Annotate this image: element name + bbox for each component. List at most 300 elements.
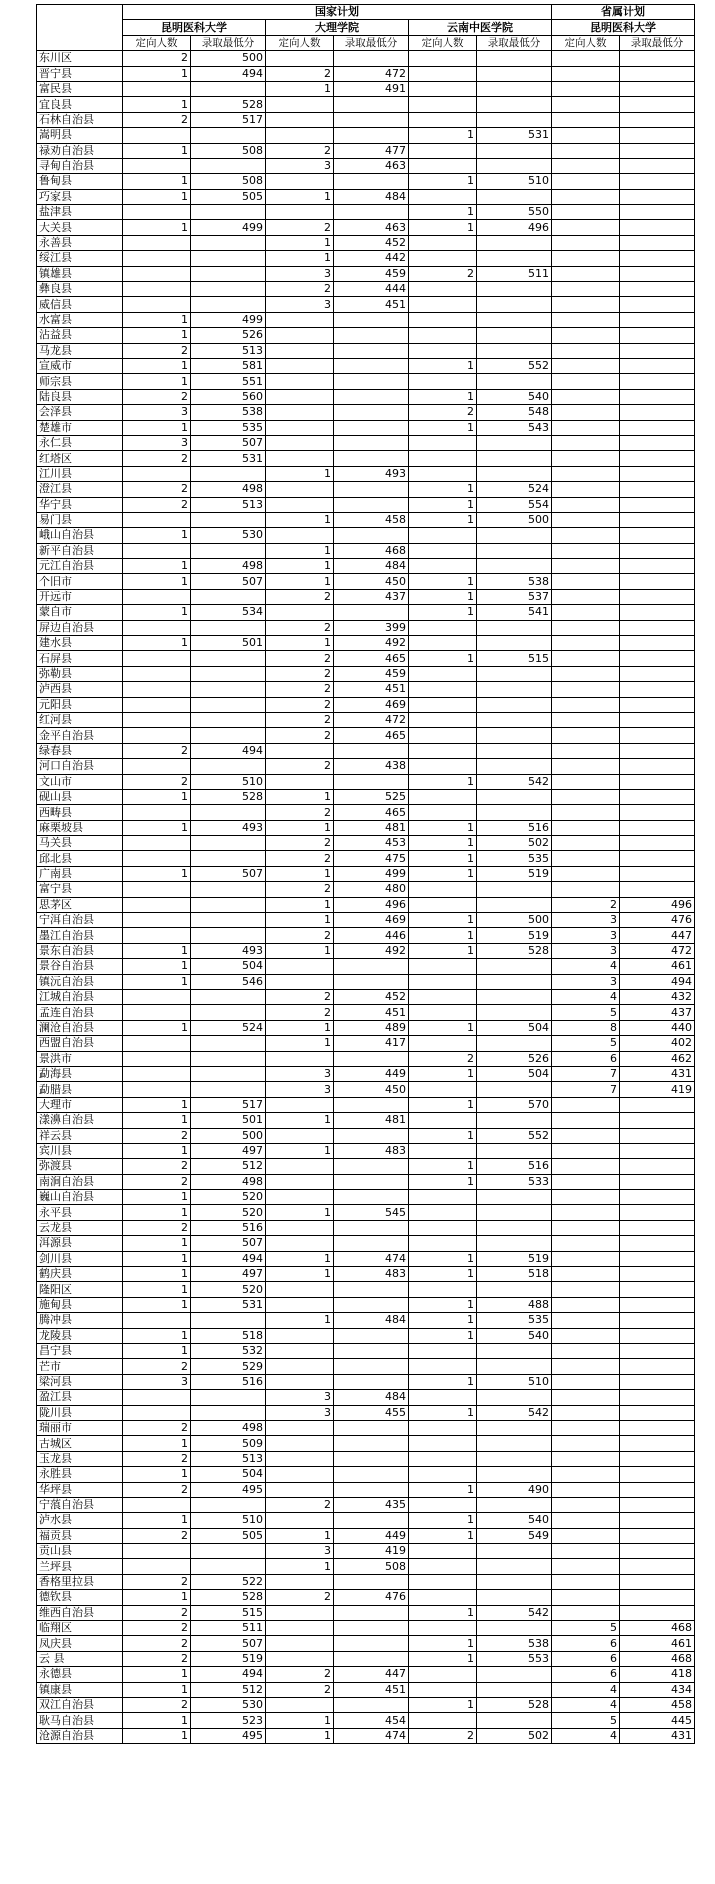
table-row — [37, 189, 695, 204]
dali-quota-cell: 1 — [266, 512, 334, 527]
dali-quota-cell — [266, 1451, 334, 1466]
region-name-cell: 鲁甸县 — [37, 174, 123, 189]
region-name-cell: 马关县 — [37, 836, 123, 851]
kmmu-national-score-cell: 529 — [191, 1359, 266, 1374]
kmmu-provincial-score-cell — [620, 620, 695, 635]
region-name-cell: 富宁县 — [37, 882, 123, 897]
yntcm-score-cell — [477, 297, 552, 312]
table-row — [37, 636, 695, 651]
kmmu-provincial-score-cell — [620, 251, 695, 266]
yntcm-quota-cell: 1 — [409, 128, 477, 143]
yntcm-score-cell: 543 — [477, 420, 552, 435]
region-name-cell: 楚雄市 — [37, 420, 123, 435]
kmmu-provincial-quota-cell — [552, 728, 620, 743]
dali-score-cell — [334, 1374, 409, 1389]
kmmu-provincial-quota-cell: 8 — [552, 1020, 620, 1035]
region-name-cell: 凤庆县 — [37, 1636, 123, 1651]
kmmu-national-score-cell: 507 — [191, 1236, 266, 1251]
table-row — [37, 1636, 695, 1651]
yntcm-quota-cell — [409, 235, 477, 250]
kmmu-national-score-cell: 512 — [191, 1682, 266, 1697]
yntcm-quota-cell — [409, 1436, 477, 1451]
kmmu-provincial-quota-cell: 5 — [552, 1713, 620, 1728]
kmmu-national-quota-cell — [123, 990, 191, 1005]
yntcm-score-cell: 504 — [477, 1066, 552, 1081]
yntcm-quota-cell — [409, 112, 477, 127]
kmmu-provincial-score-cell — [620, 1405, 695, 1420]
yntcm-score-cell: 570 — [477, 1097, 552, 1112]
yntcm-score-cell — [477, 451, 552, 466]
kmmu-provincial-score-cell: 472 — [620, 943, 695, 958]
yntcm-score-cell — [477, 97, 552, 112]
table-row — [37, 343, 695, 358]
national-plan-header: 国家计划 — [123, 5, 552, 20]
region-name-cell: 盐津县 — [37, 205, 123, 220]
kmmu-national-quota-cell: 1 — [123, 312, 191, 327]
kmmu-provincial-score-cell — [620, 374, 695, 389]
yntcm-quota-cell — [409, 728, 477, 743]
yntcm-quota-cell — [409, 1036, 477, 1051]
kmmu-provincial-quota-cell — [552, 666, 620, 681]
region-name-cell: 元江自治县 — [37, 559, 123, 574]
table-row — [37, 389, 695, 404]
yntcm-quota-cell — [409, 466, 477, 481]
region-name-cell: 蒙自市 — [37, 605, 123, 620]
table-row — [37, 1082, 695, 1097]
kmmu-national-score-cell: 516 — [191, 1220, 266, 1235]
kmmu-national-score-cell — [191, 466, 266, 481]
dali-quota-cell: 3 — [266, 1082, 334, 1097]
yntcm-quota-cell: 1 — [409, 1328, 477, 1343]
kmmu-provincial-score-cell: 418 — [620, 1667, 695, 1682]
kmmu-provincial-quota-cell: 4 — [552, 1697, 620, 1712]
kmmu-national-score-cell — [191, 158, 266, 173]
kmmu-national-quota-cell: 2 — [123, 112, 191, 127]
kmmu-national-quota-cell: 1 — [123, 789, 191, 804]
yntcm-quota-cell: 1 — [409, 1313, 477, 1328]
region-name-cell: 漾濞自治县 — [37, 1113, 123, 1128]
kmmu-national-score-cell: 498 — [191, 559, 266, 574]
region-name-cell: 屏边自治县 — [37, 620, 123, 635]
kmmu-provincial-score-cell — [620, 636, 695, 651]
region-name-cell: 镇康县 — [37, 1682, 123, 1697]
kmmu-national-quota-cell — [123, 235, 191, 250]
yntcm-quota-cell: 1 — [409, 836, 477, 851]
kmmu-provincial-score-cell — [620, 435, 695, 450]
yntcm-score-cell — [477, 1113, 552, 1128]
dali-score-cell: 474 — [334, 1728, 409, 1743]
kmmu-provincial-quota-cell — [552, 528, 620, 543]
table-row — [37, 66, 695, 81]
kmmu-national-score-cell — [191, 1313, 266, 1328]
kmmu-national-score-cell: 524 — [191, 1020, 266, 1035]
kmmu-provincial-score-cell — [620, 66, 695, 81]
kmmu-provincial-quota-cell — [552, 1420, 620, 1435]
dali-score-cell — [334, 1328, 409, 1343]
kmmu-provincial-quota-cell — [552, 789, 620, 804]
dali-quota-cell — [266, 1343, 334, 1358]
dali-quota-cell — [266, 1159, 334, 1174]
kmmu-provincial-quota-cell — [552, 143, 620, 158]
yntcm-score-cell — [477, 282, 552, 297]
kmmu-provincial-quota-cell: 7 — [552, 1066, 620, 1081]
yntcm-score-cell — [477, 636, 552, 651]
dali-score-cell — [334, 1297, 409, 1312]
kmmu-provincial-quota-cell — [552, 851, 620, 866]
kmmu-provincial-score-cell — [620, 666, 695, 681]
kmmu-provincial-quota-cell — [552, 882, 620, 897]
kmmu-national-score-cell: 526 — [191, 328, 266, 343]
table-row — [37, 405, 695, 420]
dali-score-cell — [334, 974, 409, 989]
kmmu-national-quota-cell: 2 — [123, 482, 191, 497]
table-row — [37, 728, 695, 743]
yntcm-quota-cell: 1 — [409, 774, 477, 789]
region-name-cell: 永德县 — [37, 1667, 123, 1682]
table-row — [37, 174, 695, 189]
dali-score-cell: 480 — [334, 882, 409, 897]
yntcm-quota-cell: 1 — [409, 651, 477, 666]
yntcm-quota-cell — [409, 1667, 477, 1682]
kmmu-provincial-score-cell — [620, 528, 695, 543]
kmmu-provincial-quota-cell — [552, 1174, 620, 1189]
kmmu-national-score-cell: 500 — [191, 1128, 266, 1143]
dali-score-cell: 446 — [334, 928, 409, 943]
dali-quota-cell — [266, 205, 334, 220]
region-name-cell: 马龙县 — [37, 343, 123, 358]
kmmu-provincial-score-cell — [620, 358, 695, 373]
yntcm-quota-cell — [409, 1544, 477, 1559]
kmmu-national-quota-cell: 1 — [123, 1682, 191, 1697]
yntcm-score-cell — [477, 1236, 552, 1251]
kmmu-national-quota-cell — [123, 666, 191, 681]
dali-quota-cell — [266, 1636, 334, 1651]
kmmu-national-score-cell: 520 — [191, 1205, 266, 1220]
kmmu-provincial-quota-cell — [552, 1220, 620, 1235]
kmmu-provincial-score-cell — [620, 297, 695, 312]
table-row — [37, 374, 695, 389]
kmmu-provincial-quota-cell: 3 — [552, 913, 620, 928]
dali-quota-cell: 1 — [266, 235, 334, 250]
table-row — [37, 1405, 695, 1420]
yntcm-quota-cell: 1 — [409, 1605, 477, 1620]
kmmu-national-score-cell — [191, 266, 266, 281]
kmmu-national-quota-cell: 2 — [123, 1574, 191, 1589]
kmmu-provincial-score-cell — [620, 189, 695, 204]
table-row — [37, 1220, 695, 1235]
kmmu-provincial-quota-cell — [552, 805, 620, 820]
yntcm-quota-cell — [409, 1113, 477, 1128]
dali-score-cell — [334, 1220, 409, 1235]
dali-quota-cell — [266, 312, 334, 327]
region-name-cell: 大理市 — [37, 1097, 123, 1112]
region-name-cell: 隆阳区 — [37, 1282, 123, 1297]
dali-quota-cell — [266, 1051, 334, 1066]
yntcm-score-cell — [477, 528, 552, 543]
region-name-cell: 富民县 — [37, 81, 123, 96]
yntcm-quota-cell: 1 — [409, 1297, 477, 1312]
dali-score-cell — [334, 1436, 409, 1451]
table-row — [37, 1713, 695, 1728]
table-row — [37, 866, 695, 881]
kmmu-national-quota-cell: 1 — [123, 528, 191, 543]
dali-quota-cell: 2 — [266, 1005, 334, 1020]
yntcm-score-cell — [477, 1574, 552, 1589]
kmmu-national-quota-cell: 1 — [123, 1467, 191, 1482]
yntcm-quota-cell — [409, 51, 477, 66]
dali-quota-cell: 1 — [266, 943, 334, 958]
kmmu-national-quota-cell — [123, 297, 191, 312]
dali-score-cell — [334, 774, 409, 789]
kmmu-provincial-quota-cell: 3 — [552, 943, 620, 958]
kmmu-national-quota-cell: 1 — [123, 1097, 191, 1112]
region-name-cell: 会泽县 — [37, 405, 123, 420]
kmmu-provincial-score-cell — [620, 143, 695, 158]
kmmu-provincial-score-cell — [620, 112, 695, 127]
kmmu-provincial-quota-cell — [552, 66, 620, 81]
kmmu-national-quota-cell: 2 — [123, 451, 191, 466]
table-row — [37, 205, 695, 220]
kmmu-provincial-quota-cell — [552, 559, 620, 574]
kmmu-provincial-quota-cell — [552, 405, 620, 420]
yntcm-score-cell — [477, 1590, 552, 1605]
yntcm-quota-cell: 1 — [409, 1374, 477, 1389]
yntcm-score-cell: 500 — [477, 913, 552, 928]
yntcm-quota-cell: 1 — [409, 913, 477, 928]
kmmu-provincial-quota-cell: 6 — [552, 1051, 620, 1066]
dali-quota-cell — [266, 959, 334, 974]
dali-score-cell — [334, 389, 409, 404]
dali-quota-cell: 2 — [266, 712, 334, 727]
table-row — [37, 1605, 695, 1620]
kmmu-national-score-cell: 505 — [191, 1528, 266, 1543]
kmmu-provincial-quota-cell — [552, 759, 620, 774]
yntcm-score-cell: 500 — [477, 512, 552, 527]
dali-score-cell: 458 — [334, 512, 409, 527]
kmmu-provincial-quota-cell — [552, 712, 620, 727]
dali-score-cell — [334, 1467, 409, 1482]
kmmu-national-quota-cell: 1 — [123, 636, 191, 651]
kmmu-national-quota-cell: 1 — [123, 174, 191, 189]
kmmu-national-score-cell: 494 — [191, 66, 266, 81]
table-row — [37, 1697, 695, 1712]
kmmu-national-score-cell — [191, 712, 266, 727]
dali-score-cell: 492 — [334, 943, 409, 958]
dali-score-cell: 451 — [334, 682, 409, 697]
table-row — [37, 1128, 695, 1143]
yntcm-score-cell — [477, 1343, 552, 1358]
table-row — [37, 435, 695, 450]
school-header-dali: 大理学院 — [266, 20, 409, 35]
kmmu-provincial-score-cell: 432 — [620, 990, 695, 1005]
kmmu-provincial-score-cell: 496 — [620, 897, 695, 912]
kmmu-provincial-score-cell — [620, 405, 695, 420]
kmmu-national-quota-cell: 1 — [123, 328, 191, 343]
yntcm-quota-cell: 1 — [409, 1482, 477, 1497]
dali-quota-cell — [266, 497, 334, 512]
yntcm-quota-cell — [409, 1359, 477, 1374]
kmmu-provincial-score-cell: 462 — [620, 1051, 695, 1066]
kmmu-national-quota-cell: 1 — [123, 1251, 191, 1266]
dali-quota-cell — [266, 112, 334, 127]
kmmu-national-score-cell — [191, 882, 266, 897]
dali-score-cell — [334, 1651, 409, 1666]
yntcm-quota-cell: 1 — [409, 1636, 477, 1651]
table-row — [37, 112, 695, 127]
dali-score-cell — [334, 1451, 409, 1466]
kmmu-provincial-score-cell — [620, 1143, 695, 1158]
region-name-cell: 晋宁县 — [37, 66, 123, 81]
yntcm-score-cell: 510 — [477, 1374, 552, 1389]
yntcm-quota-cell — [409, 1282, 477, 1297]
table-row — [37, 805, 695, 820]
region-name-cell: 景东自治县 — [37, 943, 123, 958]
yntcm-quota-cell: 1 — [409, 497, 477, 512]
dali-quota-cell — [266, 1697, 334, 1712]
table-row — [37, 1390, 695, 1405]
dali-score-cell: 459 — [334, 666, 409, 681]
kmmu-provincial-quota-cell — [552, 651, 620, 666]
kmmu-provincial-quota-cell — [552, 1159, 620, 1174]
region-name-cell: 开远市 — [37, 589, 123, 604]
kmmu-national-score-cell: 515 — [191, 1605, 266, 1620]
kmmu-national-score-cell: 513 — [191, 343, 266, 358]
dali-score-cell: 483 — [334, 1267, 409, 1282]
yntcm-score-cell: 519 — [477, 1251, 552, 1266]
region-name-cell: 贡山县 — [37, 1544, 123, 1559]
dali-score-cell: 465 — [334, 805, 409, 820]
dali-score-cell — [334, 205, 409, 220]
kmmu-national-score-cell: 534 — [191, 605, 266, 620]
table-row — [37, 51, 695, 66]
dali-score-cell: 472 — [334, 712, 409, 727]
yntcm-quota-cell — [409, 312, 477, 327]
kmmu-provincial-score-cell — [620, 1513, 695, 1528]
kmmu-national-score-cell: 520 — [191, 1282, 266, 1297]
kmmu-provincial-score-cell — [620, 174, 695, 189]
yntcm-quota-cell: 1 — [409, 1697, 477, 1712]
table-row — [37, 543, 695, 558]
dali-score-cell: 450 — [334, 1082, 409, 1097]
yntcm-score-cell — [477, 189, 552, 204]
yntcm-score-cell — [477, 1467, 552, 1482]
kmmu-provincial-score-cell — [620, 1267, 695, 1282]
yntcm-score-cell — [477, 1544, 552, 1559]
kmmu-provincial-score-cell — [620, 728, 695, 743]
dali-score-cell — [334, 312, 409, 327]
table-row — [37, 1174, 695, 1189]
kmmu-provincial-score-cell — [620, 697, 695, 712]
table-row — [37, 1036, 695, 1051]
yntcm-quota-cell — [409, 697, 477, 712]
kmmu-national-score-cell: 510 — [191, 774, 266, 789]
kmmu-national-score-cell — [191, 1036, 266, 1051]
kmmu-national-quota-cell: 3 — [123, 1374, 191, 1389]
kmmu-provincial-score-cell — [620, 205, 695, 220]
kmmu-national-quota-cell — [123, 712, 191, 727]
yntcm-score-cell: 511 — [477, 266, 552, 281]
kmmu-provincial-quota-cell — [552, 1343, 620, 1358]
yntcm-quota-cell — [409, 1682, 477, 1697]
yntcm-quota-cell — [409, 1713, 477, 1728]
kmmu-national-score-cell — [191, 512, 266, 527]
dali-score-cell: 455 — [334, 1405, 409, 1420]
kmmu-national-score-cell — [191, 589, 266, 604]
yntcm-quota-cell — [409, 328, 477, 343]
kmmu-provincial-quota-cell — [552, 1482, 620, 1497]
dali-quota-cell: 1 — [266, 81, 334, 96]
dali-quota-cell: 1 — [266, 820, 334, 835]
yntcm-score-cell: 550 — [477, 205, 552, 220]
kmmu-national-score-cell — [191, 651, 266, 666]
kmmu-provincial-quota-cell — [552, 1405, 620, 1420]
kmmu-provincial-quota-cell — [552, 97, 620, 112]
kmmu-national-quota-cell: 2 — [123, 1636, 191, 1651]
dali-quota-cell: 2 — [266, 928, 334, 943]
kmmu-provincial-score-cell — [620, 266, 695, 281]
yntcm-score-cell — [477, 712, 552, 727]
kmmu-provincial-quota-cell — [552, 682, 620, 697]
kmmu-provincial-quota-cell — [552, 112, 620, 127]
kmmu-national-quota-cell: 2 — [123, 1359, 191, 1374]
kmmu-national-quota-cell — [123, 882, 191, 897]
kmmu-provincial-score-cell — [620, 1497, 695, 1512]
dali-score-cell: 465 — [334, 728, 409, 743]
kmmu-national-score-cell — [191, 1005, 266, 1020]
kmmu-national-quota-cell: 1 — [123, 866, 191, 881]
dali-score-cell — [334, 605, 409, 620]
kmmu-provincial-score-cell — [620, 1128, 695, 1143]
dali-score-cell: 483 — [334, 1143, 409, 1158]
kmmu-national-score-cell: 507 — [191, 1636, 266, 1651]
kmmu-provincial-score-cell: 447 — [620, 928, 695, 943]
kmmu-provincial-quota-cell — [552, 343, 620, 358]
dali-quota-cell: 1 — [266, 1205, 334, 1220]
table-row — [37, 1497, 695, 1512]
kmmu-provincial-quota-cell: 3 — [552, 928, 620, 943]
kmmu-national-quota-cell: 1 — [123, 189, 191, 204]
kmmu-provincial-score-cell — [620, 851, 695, 866]
yntcm-quota-cell — [409, 666, 477, 681]
kmmu-national-score-cell: 495 — [191, 1482, 266, 1497]
dali-quota-cell: 2 — [266, 220, 334, 235]
table-row — [37, 851, 695, 866]
yntcm-score-cell: 542 — [477, 1605, 552, 1620]
table-row — [37, 789, 695, 804]
kmmu-provincial-quota-cell — [552, 605, 620, 620]
kmmu-provincial-score-cell — [620, 651, 695, 666]
kmmu-national-score-cell — [191, 928, 266, 943]
table-row — [37, 1097, 695, 1112]
kmmu-national-score-cell — [191, 851, 266, 866]
dali-score-cell — [334, 528, 409, 543]
table-row — [37, 312, 695, 327]
table-row — [37, 928, 695, 943]
dali-quota-cell: 2 — [266, 759, 334, 774]
dali-quota-cell: 3 — [266, 1066, 334, 1081]
dali-quota-cell — [266, 1651, 334, 1666]
table-row — [37, 682, 695, 697]
kmmu-provincial-quota-cell: 5 — [552, 1036, 620, 1051]
kmmu-national-quota-cell: 1 — [123, 974, 191, 989]
table-row — [37, 251, 695, 266]
region-name-cell: 思茅区 — [37, 897, 123, 912]
yntcm-quota-cell — [409, 1621, 477, 1636]
kmmu-national-score-cell: 495 — [191, 1728, 266, 1743]
table-row — [37, 1113, 695, 1128]
kmmu-provincial-quota-cell — [552, 1374, 620, 1389]
kmmu-national-quota-cell: 1 — [123, 97, 191, 112]
